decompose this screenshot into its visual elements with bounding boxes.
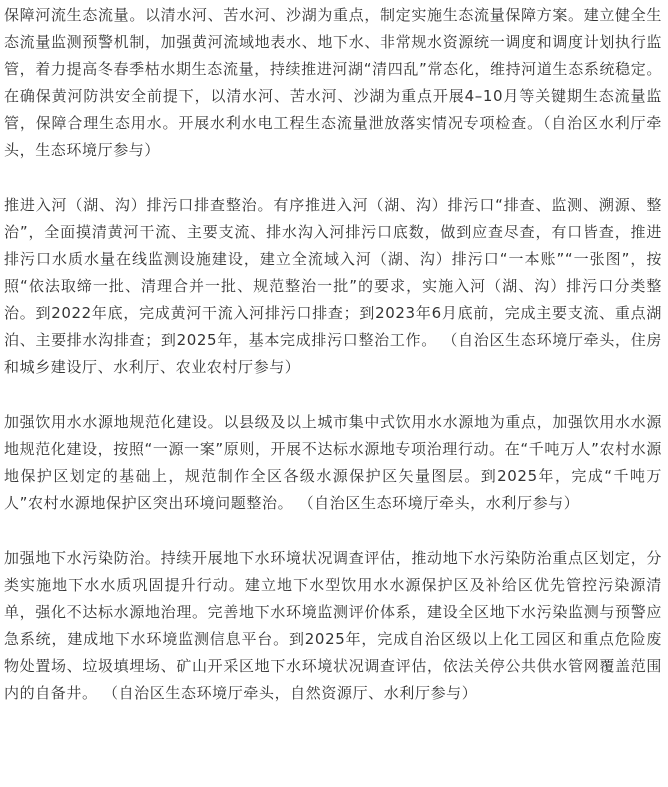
paragraph-text: 保障河流生态流量。以清水河、苦水河、沙湖为重点，制定实施生态流量保障方案。建立健全生态流量监测预警机制，加强黄河流域地表水、地下水、非常规水资源统一调度和调度计划执行监管，着力提高冬春季枯水期生态流量，持续推进河湖“清四乱”常态化，维持河道生态系统稳定。在确保黄河防洪安全前提下，以清水河、苦水河、沙湖为重点开展4–10月等关键期生态流量监管，保障合理生态用水。开展水利水电工程生态流量泄放落实情况专项检查。 bbox=[4, 6, 662, 132]
paragraph-text: 推进入河（湖、沟）排污口排查整治。有序推进入河（湖、沟）排污口“排查、监测、溯源、整治”，全面摸清黄河干流、主要支流、排水沟入河排污口底数，做到应查尽查，有口皆查，推进排污口水质水量在线监测设施建设，建立全流域入河（湖、沟）排污口“一本账”“一张图”，按照“依法取缔一批、清理合并一批、规范整治一批”的要求，实施入河（湖、沟）排污口分类整治。到2022年底，完成黄河干流入河排污口排查；到2023年6月底前，完成主要支流、重点湖泊、主要排水沟排查；到2025年，基本完成排污口整治工作。 bbox=[4, 196, 662, 349]
paragraph-groundwater-pollution bbox=[4, 545, 662, 707]
paragraph-text: 加强饮用水水源地规范化建设。以县级及以上城市集中式饮用水水源地为重点，加强饮用水水源地规范化建设，按照“一源一案”原则，开展不达标水源地专项治理行动。在“千吨万人”农村水源地保护区划定的基础上，规范制作全区各级水源保护区矢量图层。到2025年，完成“千吨万人”农村水源地保护区突出环境问题整治。 bbox=[4, 413, 662, 512]
paragraph-text: 加强地下水污染防治。持续开展地下水环境状况调查评估，推动地下水污染防治重点区划定，分类实施地下水水质巩固提升行动。建立地下水型饮用水水源保护区及补给区优先管控污染源清单，强化不达标水源地治理。完善地下水环境监测评价体系，建设全区地下水污染监测与预警应急系统，建成地下水环境监测信息平台。到2025年，完成自治区级以上化工园区和重点危险废物处置场、垃圾填埋场、矿山开采区地下水环境状况调查评估，依法关停公共供水管网覆盖范围内的自备井。 bbox=[4, 549, 662, 702]
responsible-departments: （自治区生态环境厅牵头，水利厅参与） bbox=[298, 494, 580, 512]
paragraph-river-ecological-flow bbox=[4, 2, 662, 164]
responsible-departments: （自治区水利厅牵头，生态环境厅参与） bbox=[4, 114, 662, 159]
paragraph-sewage-outlet bbox=[4, 192, 662, 381]
paragraph-drinking-water-source bbox=[4, 409, 662, 517]
responsible-departments: （自治区生态环境厅牵头，住房和城乡建设厅、水利厅、农业农村厅参与） bbox=[4, 331, 663, 376]
responsible-departments: （自治区生态环境厅牵头，自然资源厅、水利厅参与） bbox=[102, 684, 478, 702]
